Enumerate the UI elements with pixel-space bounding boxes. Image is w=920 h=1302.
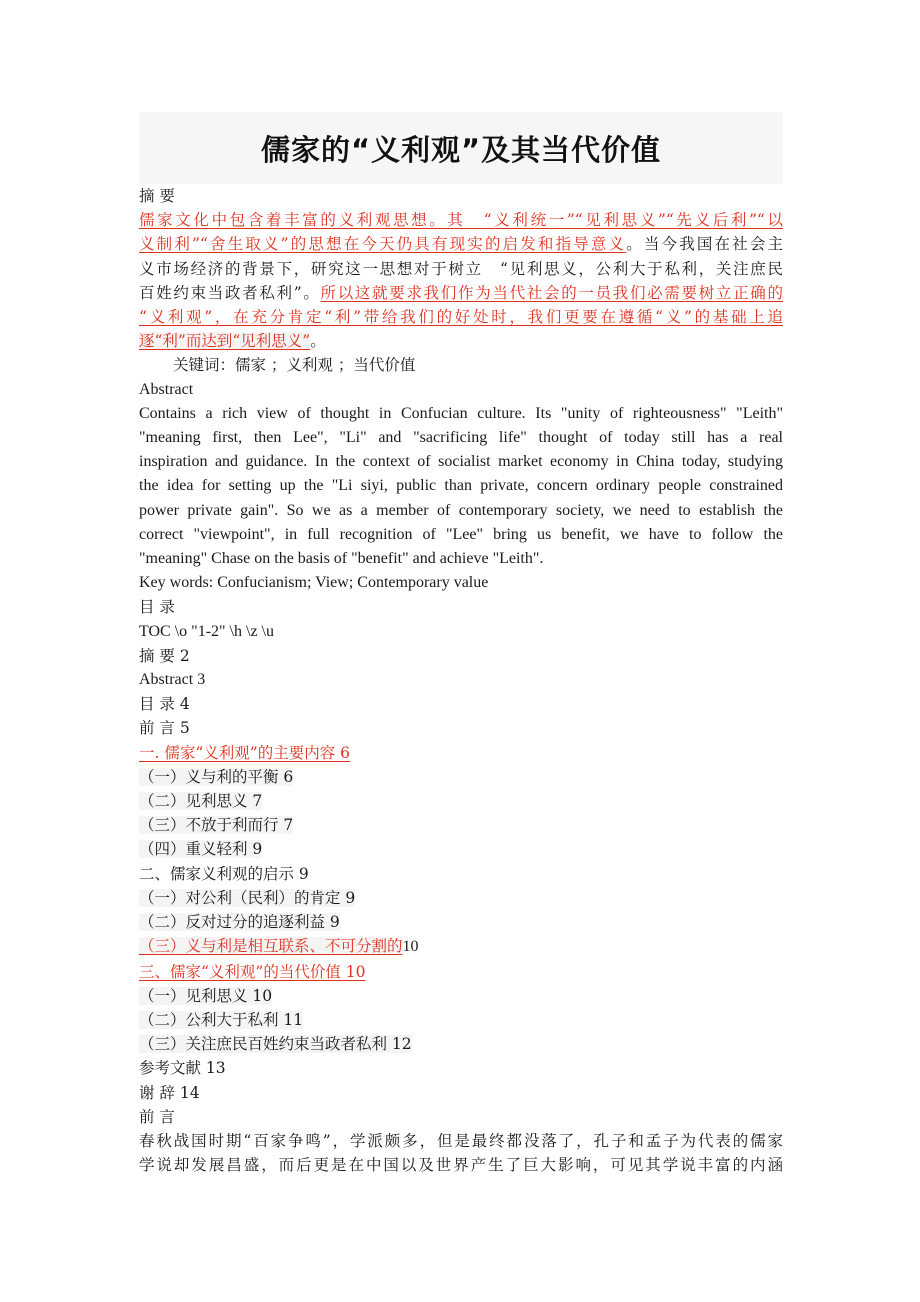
abstract-cn-line-1 [139, 208, 783, 232]
plain-text: 。 [310, 332, 326, 351]
toc-entry[interactable]: 前 言 5 [139, 719, 190, 738]
toc-page-number: 10 [402, 938, 419, 956]
preface-line: 春秋战国时期“百家争鸣”，学派颇多，但是最终都没落了，孔子和孟子为代表的儒家 [139, 1131, 783, 1150]
abstract-cn-line-6 [139, 329, 783, 353]
toc-entry[interactable] [139, 910, 783, 934]
toc-field-code: TOC \o "1-2" \h \z \u [139, 622, 274, 640]
highlight-text: 义制利”“舍生取义”的思想在今天仍具有现实的启发和指导意义 [139, 235, 627, 254]
abstract-cn-line-4 [139, 281, 783, 305]
toc-link[interactable]: （一）义与利的平衡 6 [139, 767, 294, 786]
abstract-en-line: Contains a rich view of thought in Confucian culture. Its "unity of righteousness" "Leith" [139, 404, 783, 422]
toc-link[interactable]: （二）见利思义 7 [139, 792, 263, 811]
highlight-text: “义利观”，在充分肯定“利”带给我们的好处时，我们更要在遵循“义”的基础上追 [139, 308, 783, 327]
abstract-en-line: "meaning" Chase on the basis of "benefit" and achieve "Leith". [139, 550, 544, 568]
toc-heading: 目 录 [139, 598, 175, 617]
preface-line: 学说却发展昌盛，而后更是在中国以及世界产生了巨大影响，可见其学说丰富的内涵 [139, 1156, 783, 1175]
abstract-cn-line-5 [139, 305, 783, 329]
abstract-en-line: power private gain". So we as a member of contemporary society, we need to establish the [139, 501, 783, 519]
document-page [139, 112, 783, 1177]
toc-link[interactable]: 一. 儒家“义利观”的主要内容 6 [139, 743, 350, 762]
toc-link[interactable]: （三）关注庶民百姓约束当政者私利 12 [139, 1035, 412, 1054]
abstract-en-line: the idea for setting up the "Li siyi, public than private, concern ordinary people constrained [139, 477, 783, 495]
highlight-text: 所以这就要求我们作为当代社会的一员我们必需要树立正确的 [320, 283, 783, 302]
toc-entry[interactable]: 参考文献 13 [139, 1059, 226, 1078]
plain-text: 百姓约束当政者私利”。 [139, 283, 321, 302]
toc-entry[interactable] [139, 789, 783, 813]
highlight-text: 儒家文化中包含着丰富的义利观思想。其 “义利统一”“见利思义”“先义后利”“以 [139, 211, 783, 230]
keywords-cn: 关键词：儒家 ；义利观 ；当代价值 [173, 356, 416, 375]
toc-entry[interactable] [139, 984, 783, 1008]
toc-link[interactable]: （二）公利大于私利 11 [139, 1010, 304, 1029]
toc-entry[interactable] [139, 765, 783, 789]
abstract-cn-line-3: 义市场经济的背景下，研究这一思想对于树立 “见利思义，公利大于私利，关注庶民 [139, 259, 783, 278]
toc-link[interactable]: （四）重义轻利 9 [139, 840, 263, 859]
toc-entry[interactable] [139, 741, 783, 765]
table-of-contents [139, 644, 783, 1105]
plain-text: 。当今我国在社会主 [626, 235, 783, 254]
toc-link[interactable]: 三、儒家“义利观”的当代价值 10 [139, 962, 366, 981]
toc-link[interactable]: （二）反对过分的追逐利益 9 [139, 913, 340, 932]
toc-link[interactable]: （三）不放于利而行 7 [139, 816, 294, 835]
toc-link[interactable]: （三）义与利是相互联系、不可分割的 [139, 937, 403, 956]
toc-entry[interactable] [139, 960, 783, 984]
abstract-cn [139, 208, 783, 353]
highlight-text: 逐“利”而达到“见利思义” [139, 332, 311, 351]
toc-entry[interactable]: 摘 要 2 [139, 646, 190, 665]
toc-entry[interactable] [139, 1008, 783, 1032]
toc-link[interactable]: （一）见利思义 10 [139, 986, 273, 1005]
abstract-heading: 摘 要 [139, 187, 175, 205]
abstract-en-line: inspiration and guidance. In the context of socialist market economy in China today, studying [139, 453, 783, 471]
toc-link[interactable]: （一）对公利（民利）的肯定 9 [139, 888, 356, 907]
keywords-en: Key words: Confucianism; View; Contemporary value [139, 574, 489, 592]
abstract-en [139, 402, 783, 571]
abstract-en-line: "meaning first, then Lee", "Li" and "sacrificing life" thought of today still has a real [139, 429, 783, 447]
toc-entry[interactable]: 目 录 4 [139, 695, 190, 714]
toc-entry[interactable] [139, 813, 783, 837]
toc-entry[interactable] [139, 934, 783, 959]
toc-entry[interactable]: 谢 辞 14 [139, 1083, 200, 1102]
abstract-en-heading: Abstract [139, 380, 194, 398]
title-band [139, 112, 783, 184]
abstract-cn-line-2 [139, 232, 783, 256]
toc-entry[interactable] [139, 837, 783, 861]
abstract-en-line: correct "viewpoint", in full recognition of "Lee" bring us benefit, we have to follow the [139, 525, 783, 543]
preface-heading: 前 言 [139, 1107, 175, 1126]
toc-entry[interactable]: 二、儒家义利观的启示 9 [139, 864, 309, 883]
document-body [139, 184, 783, 1177]
preface-body [139, 1129, 783, 1177]
toc-entry[interactable]: Abstract 3 [139, 671, 206, 689]
toc-entry[interactable] [139, 1032, 783, 1056]
document-title: 儒家的“义利观”及其当代价值 [260, 132, 662, 167]
toc-entry[interactable] [139, 886, 783, 910]
